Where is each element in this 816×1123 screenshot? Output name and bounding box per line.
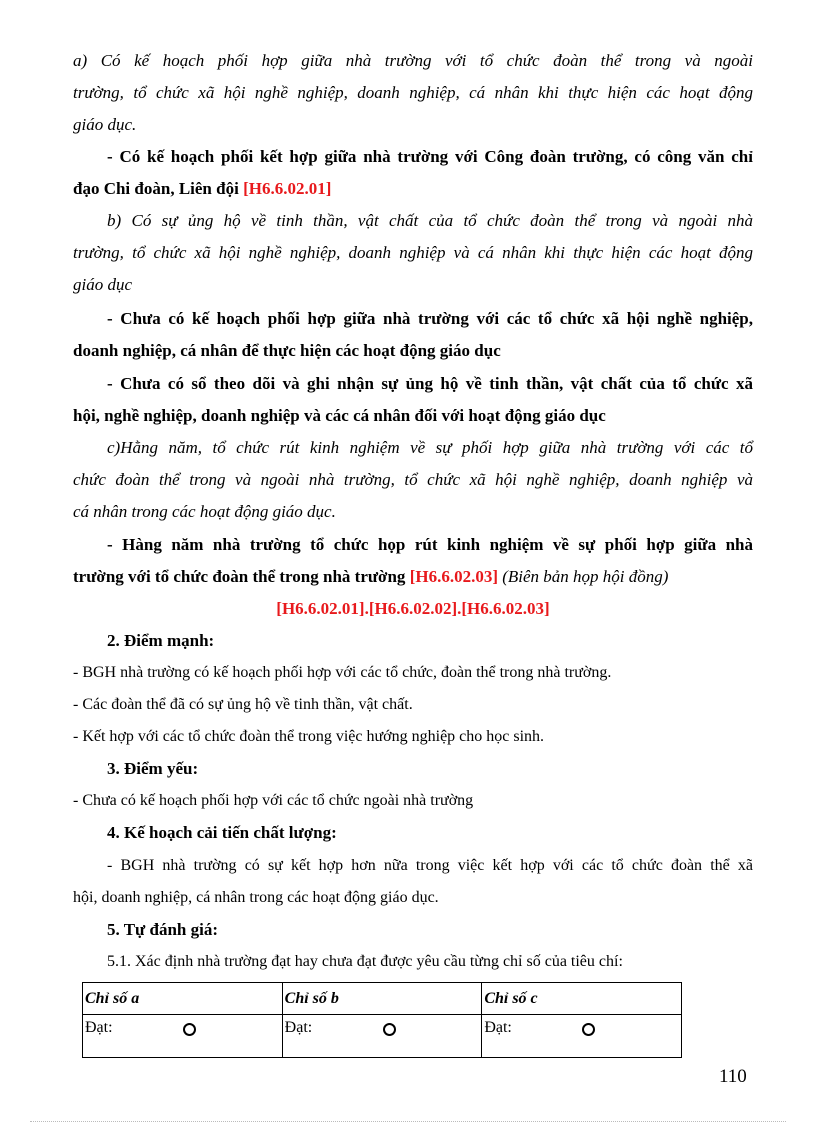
strengths-heading: 2. Điểm mạnh: <box>107 631 215 650</box>
evidence-b1-line-2: doanh nghiệp, cá nhân để thực hiện các hoạt động giáo dục <box>73 341 501 360</box>
evidence-c-ref: [H6.6.02.03] <box>409 567 498 586</box>
criterion-b-line-1: b) Có sự ủng hộ về tinh thần, vật chất của tổ chức đoàn thể trong và ngoài nhà <box>107 211 753 230</box>
criterion-c-line-3: cá nhân trong các hoạt động giáo dục. <box>73 502 336 521</box>
criteria-header-c: Chỉ số c <box>482 983 682 1015</box>
criteria-label-c: Đạt: <box>484 1019 512 1036</box>
improvement-plan-line-2: hội, doanh nghiệp, cá nhân trong các hoạt động giáo dục. <box>73 889 439 906</box>
evidence-a-line-1: - Có kế hoạch phối kết hợp giữa nhà trường với Công đoàn trường, có công văn chỉ <box>107 147 753 166</box>
criteria-header-row <box>83 983 682 1015</box>
criteria-value-row <box>83 1015 682 1058</box>
page-bottom-divider <box>30 1121 786 1122</box>
evidence-c-text: trường với tổ chức đoàn thể trong nhà trường <box>73 567 410 586</box>
evidence-a-text: đạo Chi đoàn, Liên đội <box>73 179 244 198</box>
strength-item-2: - Các đoàn thể đã có sự ủng hộ về tinh thần, vật chất. <box>73 696 413 713</box>
criterion-b-line-2: trường, tổ chức xã hội nghề nghiệp, doanh nghiệp và cá nhân khi thực hiện các hoạt động <box>73 243 753 262</box>
criteria-cell-c <box>482 1015 682 1058</box>
criteria-header-b: Chỉ số b <box>282 983 482 1015</box>
criterion-c-line-2: chức đoàn thể trong và ngoài nhà trường, tổ chức xã hội nghề nghiệp, doanh nghiệp và <box>73 470 753 489</box>
radio-icon[interactable] <box>383 1023 396 1036</box>
criteria-header-a: Chỉ số a <box>83 983 283 1015</box>
criteria-cell-a <box>83 1015 283 1058</box>
criterion-b-line-3: giáo dục <box>73 275 133 294</box>
criteria-cell-b <box>282 1015 482 1058</box>
evidence-refs-summary: [H6.6.02.01].[H6.6.02.02].[H6.6.02.03] <box>276 599 550 618</box>
page-number: 110 <box>719 1066 747 1087</box>
weakness-heading: 3. Điểm yếu: <box>107 759 199 778</box>
strength-item-3: - Kết hợp với các tổ chức đoàn thể trong việc hướng nghiệp cho học sinh. <box>73 728 545 745</box>
strength-item-1: - BGH nhà trường có kế hoạch phối hợp với các tổ chức, đoàn thể trong nhà trường. <box>73 664 612 681</box>
criteria-label-a: Đạt: <box>85 1019 113 1036</box>
weakness-item: - Chưa có kế hoạch phối hợp với các tổ chức ngoài nhà trường <box>73 792 474 809</box>
evidence-b2-line-2: hội, nghề nghiệp, doanh nghiệp và các cá nhân đối với hoạt động giáo dục <box>73 406 606 425</box>
radio-icon[interactable] <box>183 1023 196 1036</box>
self-assessment-heading: 5. Tự đánh giá: <box>107 920 218 939</box>
criteria-table <box>82 982 682 1058</box>
criteria-label-b: Đạt: <box>284 1019 313 1036</box>
evidence-c-line-2 <box>73 566 753 588</box>
evidence-b2-line-1: - Chưa có sổ theo dõi và ghi nhận sự ủng hộ về tinh thần, vật chất của tổ chức xã <box>107 374 753 393</box>
self-assessment-intro: 5.1. Xác định nhà trường đạt hay chưa đạt được yêu cầu từng chỉ số của tiêu chí: <box>107 953 623 970</box>
improvement-plan-heading: 4. Kế hoạch cải tiến chất lượng: <box>107 823 337 842</box>
evidence-c-line-1: - Hàng năm nhà trường tổ chức họp rút kinh nghiệm về sự phối hợp giữa nhà <box>107 535 753 554</box>
criterion-a-line-1: a) Có kế hoạch phối hợp giữa nhà trường với tổ chức đoàn thể trong và ngoài <box>73 51 753 70</box>
evidence-ref: [H6.6.02.01] <box>243 179 332 198</box>
criterion-a-line-2: trường, tổ chức xã hội nghề nghiệp, doanh nghiệp, cá nhân khi thực hiện các hoạt động <box>73 83 753 102</box>
evidence-a-line-2 <box>73 178 753 200</box>
criterion-a-line-3: giáo dục. <box>73 115 137 134</box>
evidence-c-note: (Biên bản họp hội đồng) <box>497 567 669 586</box>
radio-icon[interactable] <box>582 1023 595 1036</box>
criterion-c-line-1: c)Hằng năm, tổ chức rút kinh nghiệm về sự phối hợp giữa nhà trường với các tổ <box>107 438 753 457</box>
evidence-b1-line-1: - Chưa có kế hoạch phối hợp giữa nhà trường với các tổ chức xã hội nghề nghiệp, <box>107 309 753 328</box>
improvement-plan-line-1: - BGH nhà trường có sự kết hợp hơn nữa trong việc kết hợp với các tổ chức đoàn thể xã <box>107 857 753 874</box>
